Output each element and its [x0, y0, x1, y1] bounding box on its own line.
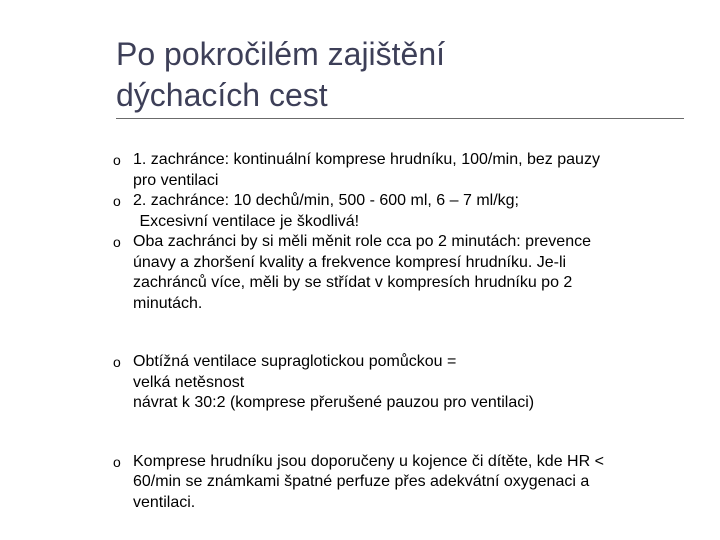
item-5-line-1: Komprese hrudníku jsou doporučeny u kojence či dítěte, kde HR <	[133, 452, 604, 470]
item-5-line-2: 60/min se známkami špatné perfuze přes adekvátní oxygenaci a	[133, 473, 590, 490]
list-item	[113, 191, 673, 232]
bullet-circle-icon: o	[113, 193, 121, 209]
item-3-line-3: zachránců více, měli by se střídat v kompresích hrudníku po 2	[133, 274, 573, 291]
title-line-1: Po pokročilém zajištění	[116, 36, 446, 72]
bullet-circle-icon: o	[113, 152, 121, 168]
item-5-line-3: ventilaci.	[133, 493, 196, 511]
list-item	[113, 232, 673, 314]
item-2-line-2: Excesivní ventilace je škodlivá!	[135, 212, 360, 230]
item-1-line-1: 1. zachránce: kontinuální komprese hrudníku, 100/min, bez pauzy	[133, 151, 600, 168]
bullet-circle-icon: o	[113, 453, 121, 470]
list-item	[113, 150, 673, 191]
item-3-line-1: Oba zachránci by si měli měnit role cca po 2 minutách: prevence	[133, 233, 591, 250]
item-4-line-1: Obtížná ventilace supraglotickou pomůckou =	[133, 353, 457, 370]
title-line-2: dýchacích cest	[116, 77, 328, 113]
item-3-line-4: minutách.	[133, 294, 203, 312]
list-item	[113, 352, 673, 414]
spacer	[113, 314, 673, 352]
item-3-line-2: únavy a zhoršení kvality a frekvence kompresí hrudníku. Je-li	[133, 253, 567, 271]
item-2-line-1: 2. zachránce: 10 dechů/min, 500 - 600 ml, 6 – 7 ml/kg;	[133, 192, 519, 209]
bullet-circle-icon: o	[113, 234, 121, 250]
spacer	[113, 414, 673, 452]
item-1-line-2: pro ventilaci	[133, 171, 219, 189]
bullet-list	[113, 150, 673, 513]
item-4-line-3: návrat k 30:2 (komprese přerušené pauzou pro ventilaci)	[133, 394, 535, 411]
slide-title	[116, 34, 676, 116]
bullet-circle-icon: o	[113, 354, 121, 370]
item-4-line-2: velká netěsnost	[133, 373, 245, 391]
list-item	[113, 452, 673, 514]
title-divider	[116, 118, 684, 119]
